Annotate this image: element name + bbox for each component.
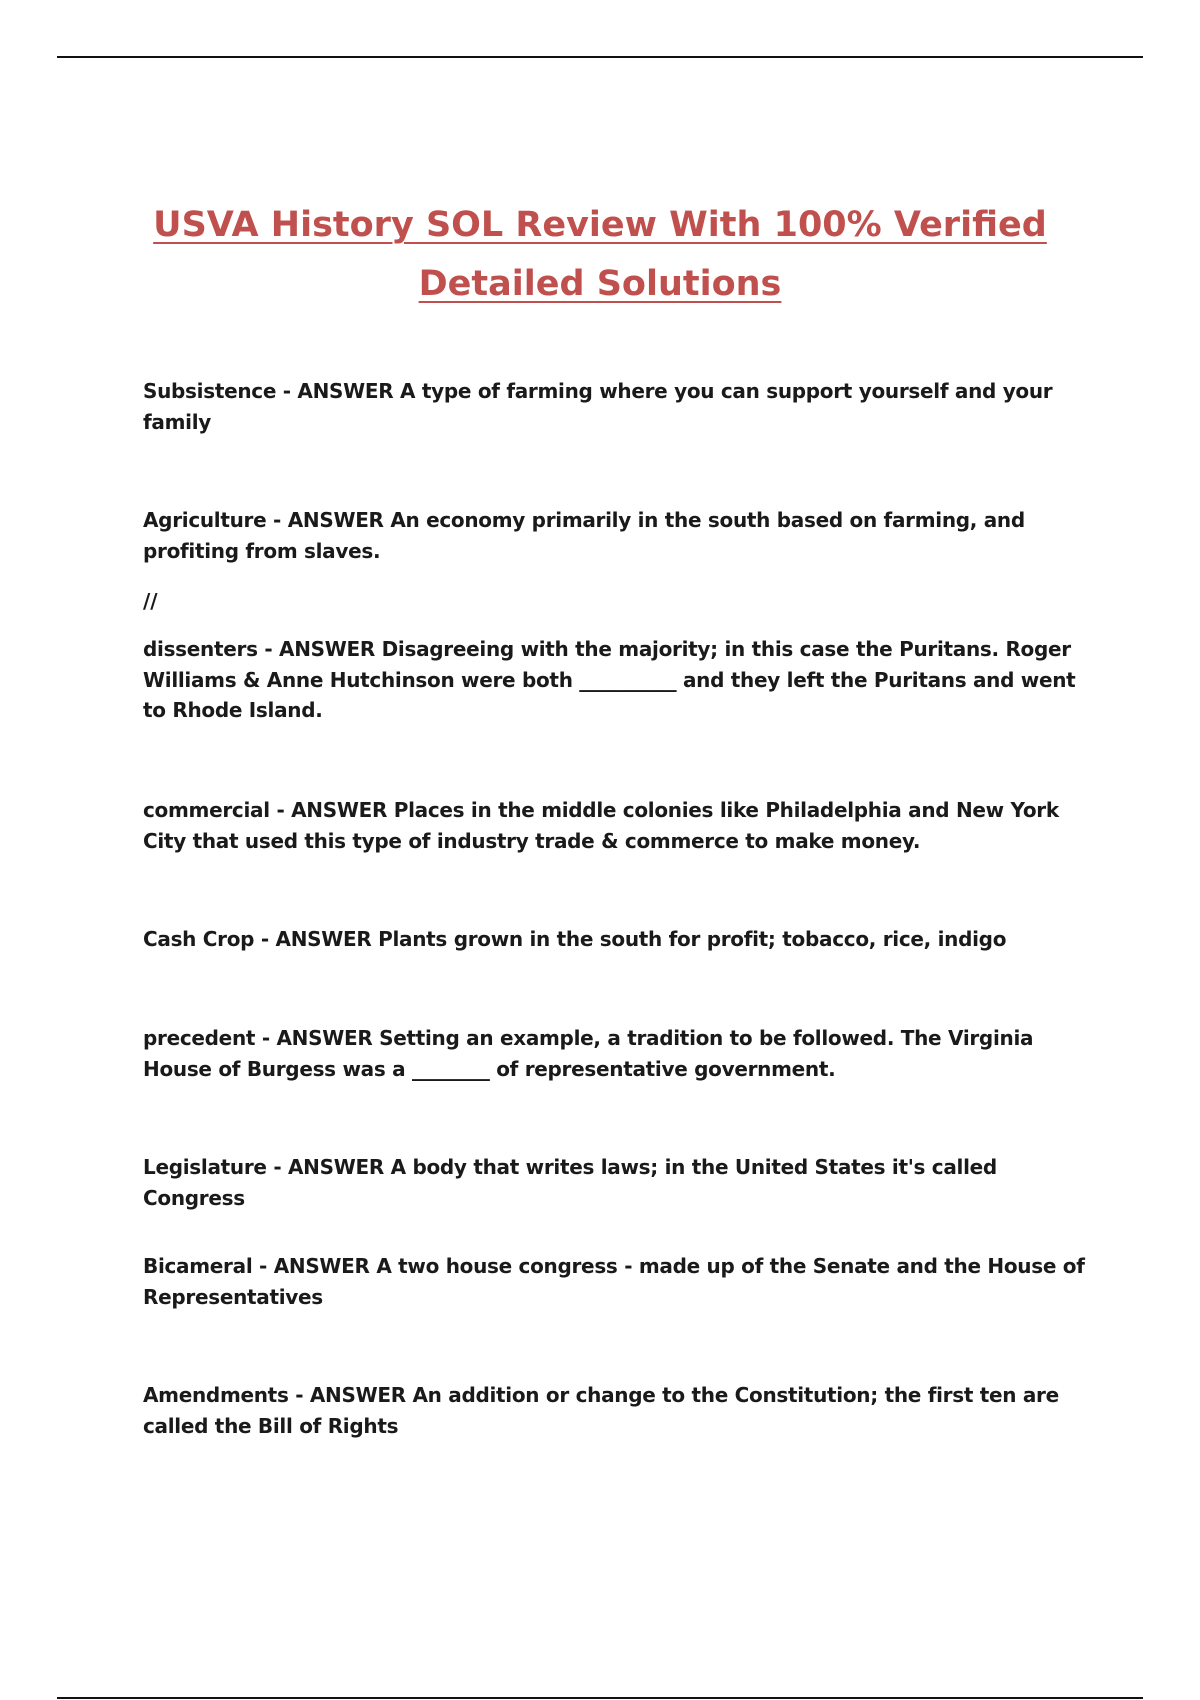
entry-term: commercial [143, 798, 270, 822]
entry-definition: A two house congress - made up of the Senate and the House of Representatives [143, 1254, 1085, 1309]
entry-definition: A body that writes laws; in the United States it's called Congress [143, 1155, 997, 1210]
answer-separator: - ANSWER [252, 1254, 377, 1278]
answer-separator: - ANSWER [257, 637, 382, 661]
entry-term: Subsistence [143, 379, 277, 403]
entry-amendments [143, 1380, 1103, 1441]
entry-agriculture [143, 505, 1103, 566]
entry-term: dissenters [143, 637, 258, 661]
entry-term: Cash Crop [143, 927, 255, 951]
entry-definition: Places in the middle colonies like Philadelphia and New York City that used this type of industry trade & commerce to make money. [143, 798, 1059, 853]
entry-term: Bicameral [143, 1254, 253, 1278]
entry-term: Amendments [143, 1383, 289, 1407]
title-line-1: USVA History SOL Review With 100% Verified [153, 205, 1047, 245]
answer-separator: - ANSWER [276, 379, 401, 403]
answer-separator: - ANSWER [255, 1026, 380, 1050]
entry-subsistence [143, 376, 1103, 437]
entry-precedent [143, 1023, 1103, 1084]
answer-separator: - ANSWER [288, 1383, 413, 1407]
entry-term: precedent [143, 1026, 256, 1050]
stray-mark: // [143, 589, 158, 613]
bottom-rule [57, 1697, 1143, 1699]
entry-commercial [143, 795, 1103, 856]
entry-dissenters [143, 634, 1103, 726]
top-rule [57, 56, 1143, 58]
entry-term: Legislature [143, 1155, 267, 1179]
entry-legislature [143, 1152, 1103, 1213]
entry-term: Agriculture [143, 508, 267, 532]
entry-definition: An addition or change to the Constitution; the first ten are called the Bill of Rights [143, 1383, 1059, 1438]
entry-definition: Plants grown in the south for profit; tobacco, rice, indigo [378, 927, 1007, 951]
answer-separator: - ANSWER [269, 798, 394, 822]
answer-separator: - ANSWER [254, 927, 379, 951]
answer-separator: - ANSWER [266, 508, 391, 532]
entry-cash-crop [143, 924, 1103, 955]
title-line-2: Detailed Solutions [418, 264, 782, 304]
entry-definition: An economy primarily in the south based on farming, and profiting from slaves. [143, 508, 1025, 563]
document-title [100, 196, 1100, 314]
entry-definition: Disagreeing with the majority; in this case the Puritans. Roger Williams & Anne Hutchinson were both __________ and they left the Puritans and went to Rhode Island. [143, 637, 1076, 722]
entry-bicameral [143, 1251, 1103, 1312]
entry-definition: A type of farming where you can support yourself and your family [143, 379, 1053, 434]
answer-separator: - ANSWER [266, 1155, 391, 1179]
entry-definition: Setting an example, a tradition to be followed. The Virginia House of Burgess was a ________ of representative government. [143, 1026, 1034, 1081]
